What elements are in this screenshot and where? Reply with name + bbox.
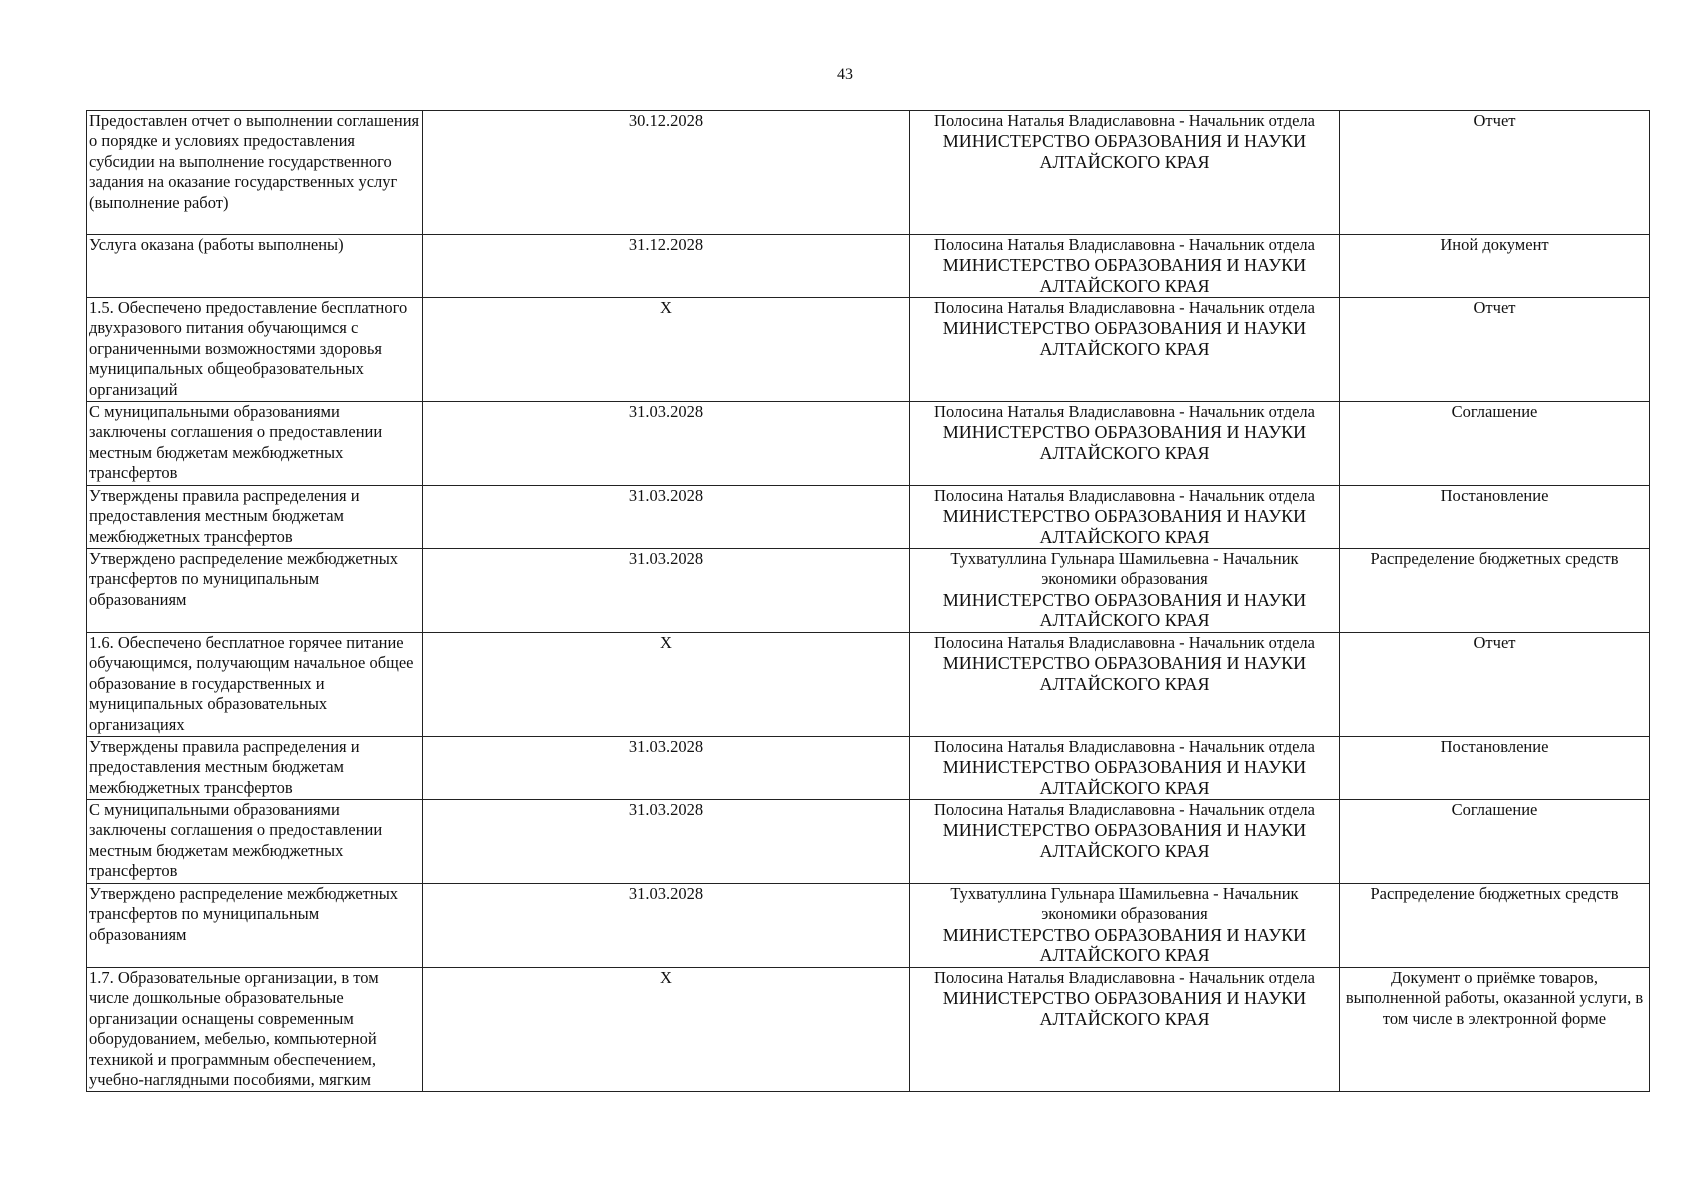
responsible-cell	[910, 298, 1340, 402]
responsible-person: Полосина Наталья Владиславовна - Начальник отдела	[934, 402, 1315, 421]
date-cell: 30.12.2028	[423, 111, 910, 235]
responsible-cell	[910, 633, 1340, 737]
responsible-cell	[910, 402, 1340, 486]
document-cell: Отчет	[1340, 633, 1650, 737]
responsible-organization: МИНИСТЕРСТВО ОБРАЗОВАНИЯ И НАУКИ АЛТАЙСКОГО КРАЯ	[942, 131, 1307, 172]
responsible-person: Полосина Наталья Владиславовна - Начальник отдела	[934, 486, 1315, 505]
responsible-person: Полосина Наталья Владиславовна - Начальник отдела	[934, 298, 1315, 317]
document-cell: Постановление	[1340, 486, 1650, 549]
date-cell: 31.03.2028	[423, 884, 910, 968]
responsible-organization: МИНИСТЕРСТВО ОБРАЗОВАНИЯ И НАУКИ АЛТАЙСКОГО КРАЯ	[942, 757, 1307, 798]
table-row	[87, 737, 1650, 800]
table-row	[87, 111, 1650, 235]
document-cell: Постановление	[1340, 737, 1650, 800]
responsible-cell	[910, 111, 1340, 235]
plan-table	[86, 110, 1650, 1092]
table-row	[87, 968, 1650, 1092]
description-cell: С муниципальными образованиями заключены соглашения о предоставлении местным бюджетам межбюджетных трансфертов	[87, 402, 423, 486]
description-cell: Утверждены правила распределения и предоставления местным бюджетам межбюджетных трансфертов	[87, 486, 423, 549]
description-cell: Предоставлен отчет о выполнении соглашения о порядке и условиях предоставления субсидии на выполнение государственного задания на оказание государственных услуг (выполнение работ)	[87, 111, 423, 235]
document-cell: Соглашение	[1340, 800, 1650, 884]
responsible-organization: МИНИСТЕРСТВО ОБРАЗОВАНИЯ И НАУКИ АЛТАЙСКОГО КРАЯ	[942, 506, 1307, 547]
date-cell: 31.12.2028	[423, 235, 910, 298]
page-number: 43	[837, 66, 853, 83]
responsible-organization: МИНИСТЕРСТВО ОБРАЗОВАНИЯ И НАУКИ АЛТАЙСКОГО КРАЯ	[942, 318, 1307, 359]
responsible-cell	[910, 737, 1340, 800]
responsible-cell	[910, 800, 1340, 884]
responsible-person: Полосина Наталья Владиславовна - Начальник отдела	[934, 633, 1315, 652]
responsible-organization: МИНИСТЕРСТВО ОБРАЗОВАНИЯ И НАУКИ АЛТАЙСКОГО КРАЯ	[942, 924, 1307, 966]
responsible-person: Полосина Наталья Владиславовна - Начальник отдела	[934, 111, 1315, 130]
table-row	[87, 633, 1650, 737]
responsible-organization: МИНИСТЕРСТВО ОБРАЗОВАНИЯ И НАУКИ АЛТАЙСКОГО КРАЯ	[942, 820, 1307, 861]
table-row	[87, 235, 1650, 298]
document-cell: Соглашение	[1340, 402, 1650, 486]
description-cell: 1.5. Обеспечено предоставление бесплатного двухразового питания обучающимся с ограниченными возможностями здоровья муниципальных общеобразовательных организаций	[87, 298, 423, 402]
description-cell: 1.7. Образовательные организации, в том числе дошкольные образовательные организации оснащены современным оборудованием, мебелью, компьютерной техникой и программным обеспечением, учебно-наглядными пособиями, мягким	[87, 968, 423, 1092]
responsible-person: Полосина Наталья Владиславовна - Начальник отдела	[934, 968, 1315, 987]
document-cell: Отчет	[1340, 111, 1650, 235]
responsible-organization: МИНИСТЕРСТВО ОБРАЗОВАНИЯ И НАУКИ АЛТАЙСКОГО КРАЯ	[942, 653, 1307, 694]
document-cell: Отчет	[1340, 298, 1650, 402]
date-cell: 31.03.2028	[423, 486, 910, 549]
table-row	[87, 486, 1650, 549]
table-row	[87, 298, 1650, 402]
date-cell: 31.03.2028	[423, 737, 910, 800]
responsible-cell	[910, 884, 1340, 968]
document-cell: Распределение бюджетных средств	[1340, 884, 1650, 968]
description-cell: Утверждено распределение межбюджетных трансфертов по муниципальным образованиям	[87, 884, 423, 968]
responsible-cell	[910, 486, 1340, 549]
responsible-cell	[910, 235, 1340, 298]
description-cell: Услуга оказана (работы выполнены)	[87, 235, 423, 298]
responsible-cell	[910, 549, 1340, 633]
description-cell: Утверждено распределение межбюджетных трансфертов по муниципальным образованиям	[87, 549, 423, 633]
date-cell: 31.03.2028	[423, 402, 910, 486]
table-row	[87, 800, 1650, 884]
date-cell: 31.03.2028	[423, 549, 910, 633]
date-cell: X	[423, 968, 910, 1092]
description-cell: Утверждены правила распределения и предоставления местным бюджетам межбюджетных трансфертов	[87, 737, 423, 800]
table-row	[87, 402, 1650, 486]
responsible-person: Тухватуллина Гульнара Шамильевна - Начальник экономики образования	[950, 884, 1299, 924]
date-cell: 31.03.2028	[423, 800, 910, 884]
responsible-person: Полосина Наталья Владиславовна - Начальник отдела	[934, 737, 1315, 756]
responsible-person: Тухватуллина Гульнара Шамильевна - Начальник экономики образования	[950, 549, 1299, 589]
document-cell: Распределение бюджетных средств	[1340, 549, 1650, 633]
responsible-organization: МИНИСТЕРСТВО ОБРАЗОВАНИЯ И НАУКИ АЛТАЙСКОГО КРАЯ	[942, 988, 1307, 1029]
document-cell: Иной документ	[1340, 235, 1650, 298]
responsible-person: Полосина Наталья Владиславовна - Начальник отдела	[934, 800, 1315, 819]
responsible-organization: МИНИСТЕРСТВО ОБРАЗОВАНИЯ И НАУКИ АЛТАЙСКОГО КРАЯ	[942, 255, 1307, 296]
responsible-cell	[910, 968, 1340, 1092]
responsible-organization: МИНИСТЕРСТВО ОБРАЗОВАНИЯ И НАУКИ АЛТАЙСКОГО КРАЯ	[942, 589, 1307, 631]
responsible-organization: МИНИСТЕРСТВО ОБРАЗОВАНИЯ И НАУКИ АЛТАЙСКОГО КРАЯ	[942, 422, 1307, 463]
description-cell: С муниципальными образованиями заключены соглашения о предоставлении местным бюджетам межбюджетных трансфертов	[87, 800, 423, 884]
table-row	[87, 884, 1650, 968]
date-cell: X	[423, 298, 910, 402]
description-cell: 1.6. Обеспечено бесплатное горячее питание обучающимся, получающим начальное общее образование в государственных и муниципальных образовательных организациях	[87, 633, 423, 737]
document-cell: Документ о приёмке товаров, выполненной работы, оказанной услуги, в том числе в электронной форме	[1340, 968, 1650, 1092]
date-cell: X	[423, 633, 910, 737]
table-row	[87, 549, 1650, 633]
responsible-person: Полосина Наталья Владиславовна - Начальник отдела	[934, 235, 1315, 254]
